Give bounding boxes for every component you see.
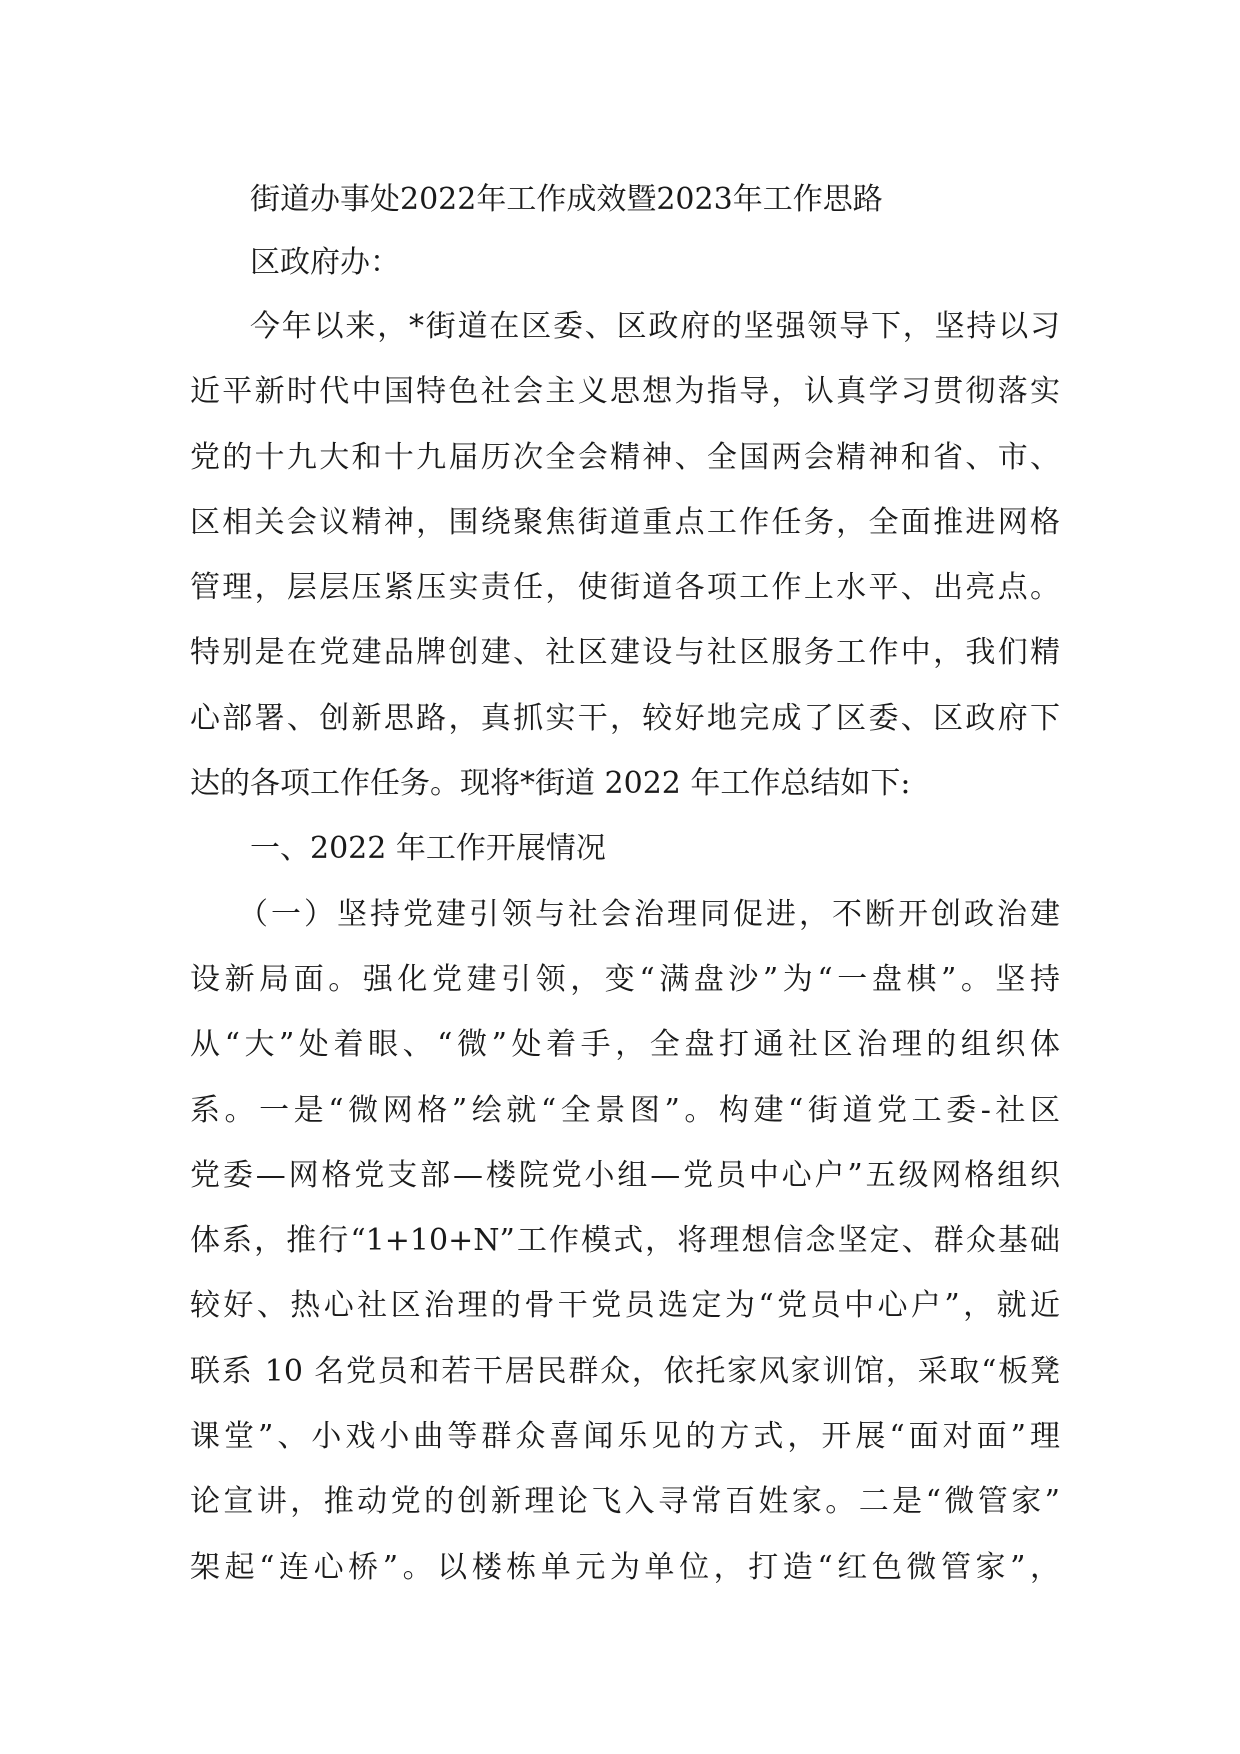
paragraph-line: 系。一是“微网格”绘就“全景图”。构建“街道党工委-社区 <box>190 1092 1060 1128</box>
document-body <box>190 168 1060 1600</box>
paragraph-line: （一）坚持党建引领与社会治理同促进，不断开创政治建 <box>238 896 1060 932</box>
paragraph-line: 心部署、创新思路，真抓实干，较好地完成了区委、区政府下 <box>190 700 1060 736</box>
paragraph-line: 今年以来，*街道在区委、区政府的坚强领导下，坚持以习 <box>250 309 1060 344</box>
paragraph-line: 联系 10 名党员和若干居民群众，依托家风家训馆，采取“板凳 <box>190 1353 1060 1389</box>
paragraph-line: 特别是在党建品牌创建、社区建设与社区服务工作中，我们精 <box>190 635 1060 671</box>
paragraph-line: 管理，层层压紧压实责任，使街道各项工作上水平、出亮点。 <box>190 570 1060 606</box>
paragraph-line: 课堂”、小戏小曲等群众喜闻乐见的方式，开展“面对面”理 <box>190 1419 1060 1455</box>
paragraph-line: 较好、热心社区治理的骨干党员选定为“党员中心户”，就近 <box>190 1288 1060 1324</box>
paragraph-line: 从“大”处着眼、“微”处着手，全盘打通社区治理的组织体 <box>190 1027 1060 1063</box>
paragraph-line: 论宣讲，推动党的创新理论飞入寻常百姓家。二是“微管家” <box>190 1484 1060 1520</box>
paragraph-line: 设新局面。强化党建引领，变“满盘沙”为“一盘棋”。坚持 <box>190 961 1060 997</box>
paragraph-line: 区相关会议精神，围绕聚焦街道重点工作任务，全面推进网格 <box>190 504 1060 540</box>
paragraph-line: 达的各项工作任务。现将*街道 2022 年工作总结如下: <box>190 766 911 802</box>
paragraph-line: 党的十九大和十九届历次全会精神、全国两会精神和省、市、 <box>190 439 1060 475</box>
document-title: 街道办事处2022年工作成效暨2023年工作思路 <box>250 182 883 217</box>
paragraph-line: 近平新时代中国特色社会主义思想为指导，认真学习贯彻落实 <box>190 374 1060 410</box>
paragraph-intro <box>190 294 1060 816</box>
paragraph-line: 党委—网格党支部—楼院党小组—党员中心户”五级网格组织 <box>190 1157 1060 1193</box>
salutation: 区政府办： <box>250 245 400 280</box>
paragraph-party-building <box>190 882 1060 1600</box>
section-heading: 一、2022 年工作开展情况 <box>250 831 606 867</box>
paragraph-line: 体系，推行“1+10+N”工作模式，将理想信念坚定、群众基础 <box>190 1223 1060 1259</box>
paragraph-line: 架起“连心桥”。以楼栋单元为单位，打造“红色微管家”， <box>190 1549 1060 1585</box>
